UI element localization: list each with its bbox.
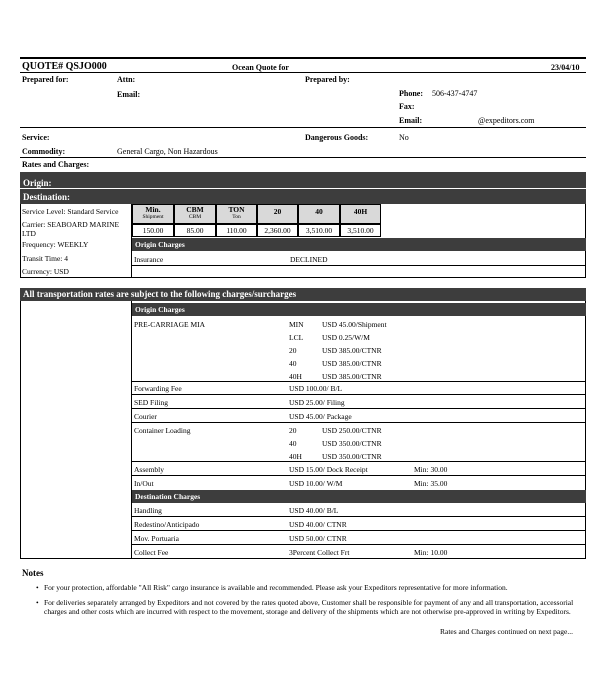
courier-rule [132, 422, 586, 423]
forwarding-label: Forwarding Fee [134, 384, 182, 393]
precarriage-unit-20: 20 [289, 346, 297, 355]
attn-label: Attn: [117, 75, 136, 84]
sed-rate: USD 25.00/ Filing [289, 398, 345, 407]
email2-label: Email: [399, 116, 423, 125]
assembly-min: Min: 30.00 [414, 465, 448, 474]
container-rate-20: USD 250.00/CTNR [322, 426, 382, 435]
container-loading-label: Container Loading [134, 426, 191, 435]
mov-label: Mov. Portuaria [134, 534, 179, 543]
phone-value: 506-437-4747 [432, 89, 478, 98]
collect-rate: 3Percent Collect Frt [289, 548, 350, 557]
rate-header-40h-main: 40H [353, 207, 368, 216]
rate-value-20: 2,360.00 [257, 224, 298, 237]
handling-rate: USD 40.00/ B/L [289, 506, 339, 515]
rate-value-40: 3,510.00 [298, 224, 340, 237]
frequency: Frequency: WEEKLY [22, 240, 89, 249]
redestino-label: Redestino/Anticipado [134, 520, 200, 529]
precarriage-rate-40h: USD 385.00/CTNR [322, 372, 382, 381]
assembly-label: Assembly [134, 465, 164, 474]
service-label: Service: [22, 133, 50, 142]
origin-banner-divider [20, 188, 586, 189]
prepared-rule [20, 127, 586, 128]
surcharge-origin-bar [132, 303, 586, 316]
container-rate-40h: USD 350.00/CTNR [322, 452, 382, 461]
rate-header-min-sub: Shipment [142, 214, 164, 220]
insurance-value: DECLINED [290, 255, 328, 264]
container-unit-20: 20 [289, 426, 297, 435]
prepared-by-label: Prepared by: [305, 75, 350, 84]
precarriage-unit-min: MIN [289, 320, 304, 329]
sed-rule [132, 408, 586, 409]
container-unit-40h: 40H [289, 452, 302, 461]
surcharge-banner-text: All transportation rates are subject to the following charges/surcharges [23, 289, 297, 299]
rate-value-ton: 110.00 [216, 224, 257, 237]
precarriage-unit-lcl: LCL [289, 333, 304, 342]
rate-header-20-main: 20 [273, 207, 282, 216]
handling-rule [132, 516, 586, 517]
origin-charges-label: Origin Charges [135, 240, 185, 249]
commodity-value: General Cargo, Non Hazardous [117, 147, 218, 156]
notes-bullet-1: • [36, 583, 39, 592]
rate-value-cbm: 85.00 [174, 224, 216, 237]
notes-bullet-2: • [36, 598, 39, 607]
assembly-rate: USD 15.00/ Dock Receipt [289, 465, 368, 474]
inout-label: In/Out [134, 479, 154, 488]
phone-label: Phone: [399, 89, 423, 98]
assembly-rule [132, 475, 586, 476]
notes-item-1: For your protection, affordable "All Risk" cargo insurance is available and recommended. Please ask your Expeditors representative for more information. [44, 583, 508, 592]
redestino-rate: USD 40.00/ CTNR [289, 520, 347, 529]
courier-rate: USD 45.00/ Package [289, 412, 352, 421]
courier-label: Courier [134, 412, 157, 421]
forwarding-rate: USD 100.00/ B/L [289, 384, 343, 393]
origin-charges-bar [132, 238, 586, 251]
container-unit-40: 40 [289, 439, 297, 448]
inout-min: Min: 35.00 [414, 479, 448, 488]
transit-time: Transit Time: 4 [22, 254, 68, 263]
precarriage-rate-20: USD 385.00/CTNR [322, 346, 382, 355]
quote-number: QUOTE# QSJO000 [22, 61, 107, 72]
rate-header-20 [257, 204, 298, 224]
mov-rate: USD 50.00/ CTNR [289, 534, 347, 543]
precarriage-rule [132, 381, 586, 382]
rate-header-cbm [174, 204, 216, 224]
quote-date: 23/04/10 [551, 63, 580, 72]
container-rule [132, 461, 586, 462]
precarriage-label: PRE-CARRIAGE MIA [134, 320, 206, 329]
inout-rate: USD 10.00/ W/M [289, 479, 343, 488]
redestino-rule [132, 530, 586, 531]
header-rule [20, 72, 586, 73]
rate-header-ton [216, 204, 257, 224]
rate-header-min-main: Min. [145, 205, 161, 214]
surcharge-origin-label: Origin Charges [135, 305, 185, 314]
destination-label: Destination: [23, 192, 70, 202]
prepared-for-label: Prepared for: [22, 75, 69, 84]
insurance-label: Insurance [134, 255, 164, 264]
rate-header-cbm-main: CBM [186, 205, 204, 214]
dangerous-goods-value: No [399, 133, 409, 142]
precarriage-unit-40: 40 [289, 359, 297, 368]
sed-label: SED Filing [134, 398, 168, 407]
insurance-rule [132, 265, 586, 266]
currency: Currency: USD [22, 267, 69, 276]
surcharge-box-divider [131, 301, 132, 559]
rate-header-40 [298, 204, 340, 224]
commodity-rule [20, 157, 586, 158]
rate-header-min [132, 204, 174, 224]
destination-charges-bar [132, 490, 586, 503]
precarriage-rate-40: USD 385.00/CTNR [322, 359, 382, 368]
rates-label: Rates and Charges: [22, 160, 90, 169]
rate-header-cbm-sub: CBM [188, 214, 202, 220]
header-top-rule [20, 57, 586, 59]
dangerous-goods-label: Dangerous Goods: [305, 133, 369, 142]
rate-value-40h: 3,510.00 [340, 224, 381, 237]
precarriage-rate-lcl: USD 0.25/W/M [322, 333, 370, 342]
precarriage-rate-min: USD 45.00/Shipment [322, 320, 387, 329]
mov-rule [132, 544, 586, 545]
fax-label: Fax: [399, 102, 415, 111]
container-rate-40: USD 350.00/CTNR [322, 439, 382, 448]
handling-label: Handling [134, 506, 162, 515]
surcharge-banner [20, 288, 586, 301]
notes-item-2: For deliveries separately arranged by Expeditors and not covered by the rates quoted above, Customer shall be responsible for payment of any and all transportation, accessorial charges and other costs which are incurred with respect to the movement, storage and delivery of the shipments which are not otherwise pre-approved in writing by Expeditors. [44, 598, 574, 616]
continued-note: Rates and Charges continued on next page... [440, 627, 573, 636]
rate-header-ton-main: TON [228, 205, 245, 214]
rate-value-min: 150.00 [132, 224, 174, 237]
collect-label: Collect Fee [134, 548, 169, 557]
collect-min: Min: 10.00 [414, 548, 448, 557]
rate-header-ton-sub: Ton [232, 214, 241, 220]
notes-title: Notes [22, 568, 44, 578]
rate-header-40h [340, 204, 381, 224]
precarriage-unit-40h: 40H [289, 372, 302, 381]
origin-label: Origin: [23, 178, 52, 188]
forwarding-rule [132, 394, 586, 395]
destination-charges-label: Destination Charges [135, 492, 201, 501]
commodity-label: Commodity: [22, 147, 66, 156]
carrier: Carrier: SEABOARD MARINE LTD [22, 220, 120, 238]
service-level: Service Level: Standard Service [22, 207, 119, 216]
email-label: Email: [117, 90, 141, 99]
quote-title: Ocean Quote for [232, 63, 289, 72]
rate-header-40-main: 40 [315, 207, 323, 216]
email2-value: @expeditors.com [478, 116, 535, 125]
